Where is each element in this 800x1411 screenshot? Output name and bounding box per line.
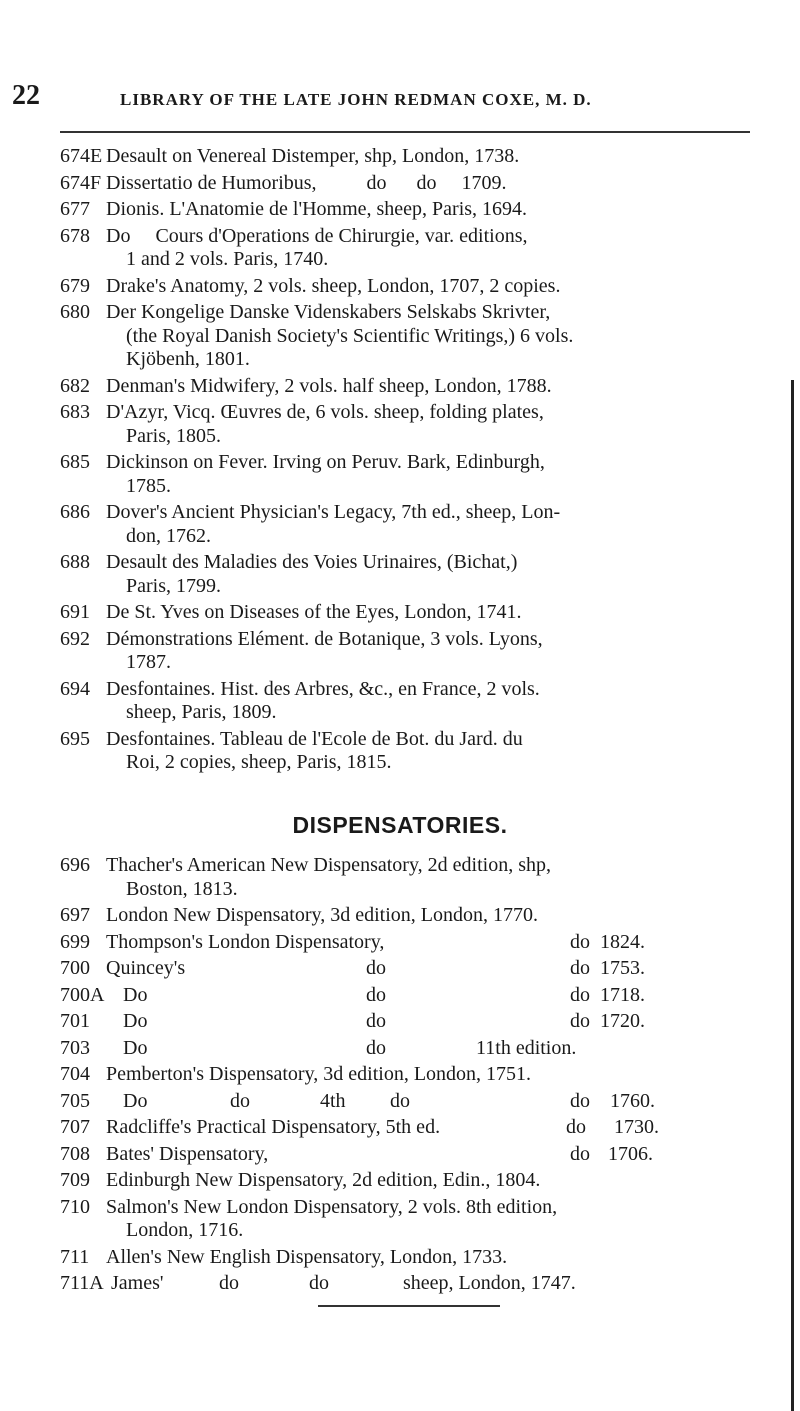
ditto-title: do <box>219 1272 239 1294</box>
ditto-place: do <box>570 1010 590 1032</box>
entry-line: Der Kongelige Danske Videnskabers Selskabs Skrivter, <box>106 301 551 323</box>
entry-year: 1753. <box>600 957 645 979</box>
entry-number: 709 <box>60 1169 90 1191</box>
entry-number: 685 <box>60 451 90 473</box>
catalogue-entry <box>60 601 780 625</box>
entry-number: 694 <box>60 677 90 700</box>
entry-number: 674F <box>60 171 102 194</box>
ditto-edition: do <box>390 1089 410 1112</box>
catalogue-entry <box>60 854 780 901</box>
entry-line: Desault des Maladies des Voies Urinaires, (Bichat,) <box>106 551 518 573</box>
entry-line-continued: (the Royal Danish Society's Scientific Writings,) 6 vols. <box>126 324 574 347</box>
entry-number: 697 <box>60 904 90 926</box>
catalogue-entry <box>60 957 780 981</box>
entry-line: Thacher's American New Dispensatory, 2d edition, shp, <box>106 854 551 876</box>
entry-line: Dionis. L'Anatomie de l'Homme, sheep, Paris, 1694. <box>106 198 528 220</box>
ditto-place: do <box>570 1142 590 1165</box>
catalogue-entry <box>60 551 780 598</box>
entry-line-continued: Roi, 2 copies, sheep, Paris, 1815. <box>126 751 392 773</box>
entry-binding-place-year: sheep, London, 1747. <box>403 1272 576 1294</box>
catalogue-entry <box>60 1169 780 1193</box>
entry-number: 695 <box>60 727 90 750</box>
ditto-author: Do <box>123 983 148 1006</box>
entry-number: 686 <box>60 501 90 523</box>
entry-line-continued: Kjöbenh, 1801. <box>126 348 250 370</box>
ditto-author: Do <box>123 1036 148 1059</box>
entry-line-continued: 1787. <box>126 651 171 673</box>
entry-number: 700 <box>60 957 90 979</box>
entry-line-continued: London, 1716. <box>126 1219 244 1241</box>
catalogue-entry <box>60 984 780 1008</box>
entry-year: 1824. <box>600 930 645 953</box>
catalogue-entry <box>60 1063 780 1087</box>
ditto-author: Do <box>123 1089 148 1112</box>
catalogue-entry <box>60 145 780 169</box>
entry-line: De St. Yves on Diseases of the Eyes, London, 1741. <box>106 601 522 623</box>
entry-edition: 11th edition. <box>476 1036 577 1059</box>
catalogue-entry <box>60 1246 780 1270</box>
entry-number: 711A <box>60 1272 104 1294</box>
ditto-place: do <box>570 983 590 1006</box>
entry-number: 674E <box>60 145 103 167</box>
ditto-edition: do <box>309 1272 329 1294</box>
entry-list-part1 <box>60 145 780 778</box>
entry-line: Dissertatio de Humoribus, do do 1709. <box>106 171 507 194</box>
ditto-title: do <box>366 957 386 979</box>
entry-number: 696 <box>60 854 90 876</box>
ditto-title: do <box>366 983 386 1006</box>
entry-year: 1730. <box>614 1116 659 1138</box>
entry-list-dispensatories <box>60 854 780 1299</box>
entry-number: 710 <box>60 1195 90 1218</box>
footer-rule <box>318 1305 500 1307</box>
entry-line: Denman's Midwifery, 2 vols. half sheep, London, 1788. <box>106 374 552 397</box>
entry-line: Dover's Ancient Physician's Legacy, 7th ed., sheep, Lon- <box>106 501 561 523</box>
entry-title: Quincey's <box>106 957 186 979</box>
catalogue-entry <box>60 1010 780 1034</box>
entry-title: Bates' Dispensatory, <box>106 1142 269 1165</box>
catalogue-entry <box>60 904 780 928</box>
entry-number: 680 <box>60 301 90 323</box>
entry-number: 688 <box>60 551 90 573</box>
catalogue-entry <box>60 728 780 775</box>
entry-title: Thompson's London Dispensatory, <box>106 930 385 953</box>
header-rule <box>60 131 750 133</box>
entry-line: Dickinson on Fever. Irving on Peruv. Bark, Edinburgh, <box>106 451 545 473</box>
catalogue-entry <box>60 375 780 399</box>
entry-number: 700A <box>60 983 105 1006</box>
catalogue-entry <box>60 172 780 196</box>
entry-line: Desfontaines. Tableau de l'Ecole de Bot. du Jard. du <box>106 727 523 750</box>
entry-number: 691 <box>60 601 90 623</box>
entry-line: Allen's New English Dispensatory, London, 1733. <box>106 1245 508 1268</box>
entry-line: Pemberton's Dispensatory, 3d edition, London, 1751. <box>106 1063 532 1085</box>
catalogue-entry <box>60 1116 780 1140</box>
section-heading: DISPENSATORIES. <box>292 812 508 838</box>
entry-number: 707 <box>60 1116 90 1138</box>
entry-line: London New Dispensatory, 3d edition, London, 1770. <box>106 904 538 926</box>
entry-line-continued: 1 and 2 vols. Paris, 1740. <box>126 248 329 270</box>
entry-number: 701 <box>60 1010 90 1032</box>
entry-year: 1706. <box>608 1142 653 1165</box>
ditto-place: do <box>570 957 590 979</box>
ditto-place: do <box>566 1116 586 1138</box>
catalogue-entry <box>60 1037 780 1061</box>
entry-line: Desault on Venereal Distemper, shp, London, 1738. <box>106 145 520 167</box>
entry-line: D'Azyr, Vicq. Œuvres de, 6 vols. sheep, folding plates, <box>106 401 544 423</box>
entry-number: 699 <box>60 930 90 953</box>
entry-line: Démonstrations Elément. de Botanique, 3 vols. Lyons, <box>106 627 543 650</box>
catalogue-entry <box>60 198 780 222</box>
running-title: LIBRARY OF THE LATE JOHN REDMAN COXE, M. D. <box>120 90 592 109</box>
catalogue-entry <box>60 1090 780 1114</box>
entry-number: 708 <box>60 1142 90 1165</box>
entry-number: 692 <box>60 627 90 650</box>
entry-number: 705 <box>60 1089 90 1112</box>
ditto-title: do <box>366 1036 386 1059</box>
entry-edition: 4th <box>320 1089 346 1112</box>
entry-line-continued: 1785. <box>126 474 171 497</box>
entry-title: Radcliffe's Practical Dispensatory, 5th ed. <box>106 1116 441 1138</box>
page-number: 22 <box>12 80 40 111</box>
catalogue-entry <box>60 225 780 272</box>
entry-line: Salmon's New London Dispensatory, 2 vols. 8th edition, <box>106 1195 558 1218</box>
catalogue-entry <box>60 501 780 548</box>
catalogue-entry <box>60 401 780 448</box>
entry-author: James' <box>111 1272 164 1294</box>
entry-line: Do Cours d'Operations de Chirurgie, var. editions, <box>106 224 528 247</box>
entry-line: Desfontaines. Hist. des Arbres, &c., en France, 2 vols. <box>106 677 540 700</box>
entry-number: 679 <box>60 274 90 297</box>
ditto-title: do <box>366 1010 386 1032</box>
ditto-place: do <box>570 1089 590 1112</box>
ditto-title: do <box>230 1089 250 1112</box>
entry-number: 683 <box>60 401 90 423</box>
entry-number: 678 <box>60 224 90 247</box>
entry-line-continued: don, 1762. <box>126 524 211 547</box>
ditto-author: Do <box>123 1010 148 1032</box>
entry-year: 1718. <box>600 983 645 1006</box>
catalogue-entry <box>60 301 780 372</box>
entry-line: Drake's Anatomy, 2 vols. sheep, London, 1707, 2 copies. <box>106 274 561 297</box>
scan-edge-mark <box>791 380 794 1411</box>
entry-number: 682 <box>60 374 90 397</box>
catalogue-entry <box>60 451 780 498</box>
catalogue-entry <box>60 931 780 955</box>
catalogue-entry <box>60 275 780 299</box>
entry-year: 1720. <box>600 1010 645 1032</box>
entry-year: 1760. <box>610 1089 655 1112</box>
entry-line-continued: Paris, 1805. <box>126 424 221 447</box>
entry-number: 703 <box>60 1036 90 1059</box>
catalogue-entry <box>60 1143 780 1167</box>
entry-number: 677 <box>60 198 90 220</box>
ditto-place: do <box>570 930 590 953</box>
entry-line-continued: Paris, 1799. <box>126 574 221 597</box>
entry-line-continued: Boston, 1813. <box>126 877 238 900</box>
catalogue-entry <box>60 678 780 725</box>
entry-line-continued: sheep, Paris, 1809. <box>126 701 277 723</box>
entry-line: Edinburgh New Dispensatory, 2d edition, Edin., 1804. <box>106 1169 541 1191</box>
entry-number: 711 <box>60 1245 90 1268</box>
catalogue-entry <box>60 1272 780 1296</box>
catalogue-entry <box>60 628 780 675</box>
entry-number: 704 <box>60 1063 90 1085</box>
catalogue-entry <box>60 1196 780 1243</box>
